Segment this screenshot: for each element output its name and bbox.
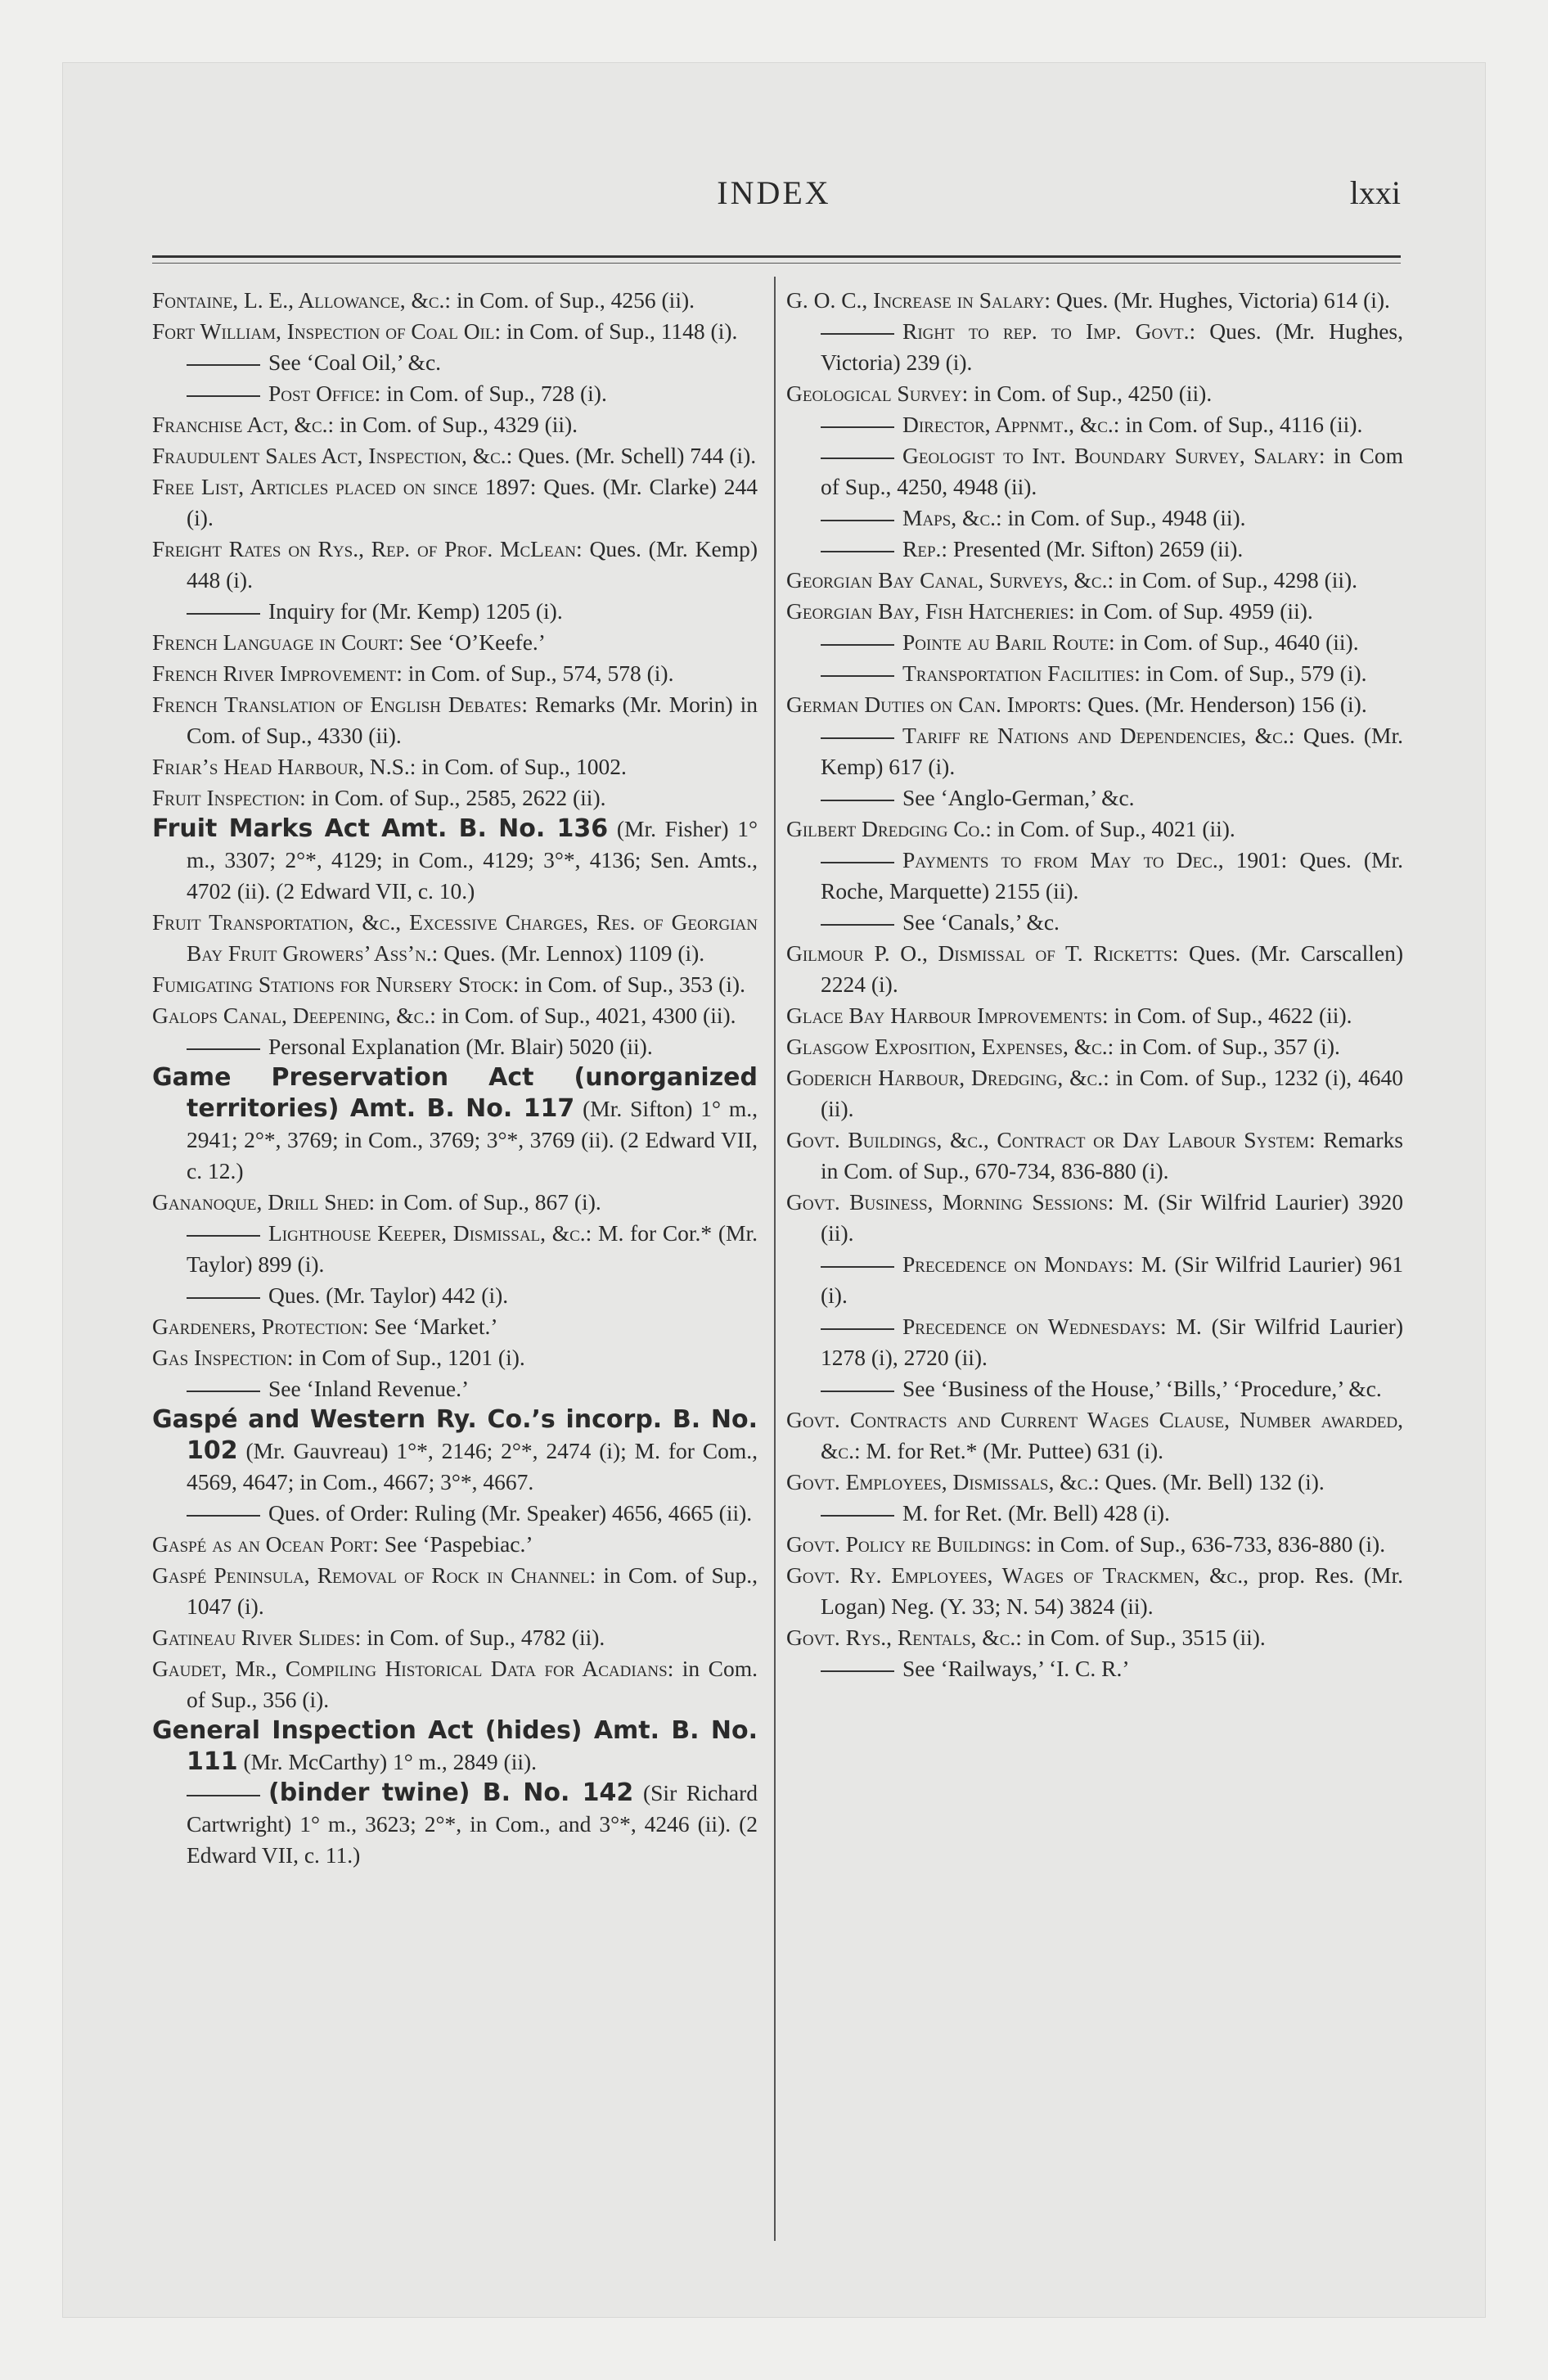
entry-heading: Govt. Contracts and Current Wages Clause, Number awarded, &c.:: [786, 1407, 1403, 1463]
entry-heading: Rep.:: [902, 536, 948, 561]
entry-heading: Geological Survey:: [786, 381, 969, 406]
entry-references: Ques. (Mr. Clarke) 244 (i).: [187, 474, 758, 530]
ditto-dash: [187, 395, 260, 397]
index-entry: [152, 1715, 758, 1778]
page-title: INDEX: [717, 174, 831, 211]
index-entry: [786, 1498, 1403, 1529]
index-entry: [786, 1653, 1403, 1684]
entry-references: in Com. of Sup., 4640 (ii).: [1114, 629, 1359, 655]
entry-references: See ‘Paspebiac.’: [378, 1531, 533, 1557]
index-entry: [152, 907, 758, 969]
entry-heading: Fruit Transportation, &c., Excessive Charges, Res. of Georgian Bay Fruit Growers’ Ass’n.:: [152, 909, 758, 966]
index-entry: [152, 689, 758, 751]
entry-references: prop. Res. (Mr. Logan) Neg. (Y. 33; N. 54) 3824 (ii).: [821, 1562, 1403, 1619]
ditto-dash: [821, 520, 894, 521]
index-entry: [786, 814, 1403, 845]
entry-references: in Com. of Sup., 867 (i).: [375, 1189, 601, 1215]
entry-heading: Geologist to Int. Boundary Survey, Salary:: [902, 443, 1325, 468]
entry-references: Personal Explanation (Mr. Blair) 5020 (ii).: [268, 1034, 653, 1059]
entry-references: See ‘Railways,’ ‘I. C. R.’: [902, 1656, 1130, 1681]
index-entry: [786, 596, 1403, 627]
entry-references: M. for Cor.* (Mr. Taylor) 899 (i).: [187, 1220, 758, 1277]
entry-references: (Mr. McCarthy) 1° m., 2849 (ii).: [237, 1749, 538, 1774]
index-entry: [786, 658, 1403, 689]
ditto-dash: [187, 1235, 260, 1237]
index-entry: [152, 285, 758, 316]
entry-references: M. (Sir Wilfrid Laurier) 1278 (i), 2720 (ii).: [821, 1314, 1403, 1370]
entry-heading: G. O. C., Increase in Salary:: [786, 287, 1051, 313]
entry-references: in Com of Sup., 4250, 4948 (ii).: [821, 443, 1404, 499]
entry-references: See ‘Coal Oil,’ &c.: [268, 349, 442, 375]
ditto-dash: [821, 333, 894, 335]
ditto-dash: [187, 613, 260, 615]
entry-references: in Com. of Sup., 353 (i).: [519, 971, 745, 997]
entry-heading: Govt. Employees, Dismissals, &c.:: [786, 1469, 1100, 1494]
entry-references: in Com. of Sup., 2585, 2622 (ii).: [305, 785, 606, 810]
index-entry: [152, 1498, 758, 1529]
index-entry: [152, 316, 758, 347]
index-entry: [786, 1031, 1403, 1062]
index-entry: [786, 378, 1403, 409]
entry-references: in Com. of Sup., 4021 (ii).: [991, 816, 1235, 841]
index-entry: [152, 814, 758, 907]
entry-heading: Gas Inspection:: [152, 1345, 294, 1370]
entry-references: Ques. (Mr. Hughes, Victoria) 239 (i).: [821, 318, 1403, 375]
entry-references: See ‘O’Keefe.’: [403, 629, 546, 655]
entry-references: Remarks in Com. of Sup., 670-734, 836-880 (i).: [821, 1127, 1403, 1183]
entry-heading: German Duties on Can. Imports:: [786, 692, 1082, 717]
entry-heading: General Inspection Act (hides) Amt. B. No. 111: [152, 1716, 758, 1776]
entry-references: in Com. of Sup., 4116 (ii).: [1119, 412, 1363, 437]
entry-references: See ‘Business of the House,’ ‘Bills,’ ‘Procedure,’ &c.: [902, 1376, 1382, 1401]
entry-heading: Gaspé as an Ocean Port:: [152, 1531, 379, 1557]
entry-references: in Com. of Sup., 636-733, 836-880 (i).: [1031, 1531, 1386, 1557]
entry-heading: French River Improvement:: [152, 660, 403, 686]
index-entry: [152, 1218, 758, 1280]
entry-references: in Com. of Sup., 1148 (i).: [501, 318, 738, 344]
entry-heading: Game Preservation Act (unorganized territories) Amt. B. No. 117: [152, 1063, 758, 1123]
entry-references: M. for Ret.* (Mr. Puttee) 631 (i).: [860, 1438, 1164, 1463]
index-entry: [786, 1373, 1403, 1404]
entry-heading: Gananoque, Drill Shed:: [152, 1189, 376, 1215]
entry-heading: Govt. Buildings, &c., Contract or Day Labour System:: [786, 1127, 1316, 1152]
entry-references: (Mr. Sifton) 1° m., 2941; 2°*, 3769; in Com., 3769; 3°*, 3769 (ii). (2 Edward VII, c. 12.): [187, 1096, 758, 1183]
right-column: [786, 285, 1403, 1684]
ditto-dash: [821, 862, 894, 863]
entry-heading: Govt. Rys., Rentals, &c.:: [786, 1625, 1022, 1650]
entry-heading: Freight Rates on Rys., Rep. of Prof. McLean:: [152, 536, 583, 561]
index-entry: [786, 503, 1403, 534]
entry-references: in Com. of Sup., 1047 (i).: [187, 1562, 758, 1619]
entry-heading: Free List, Articles placed on since 1897:: [152, 474, 537, 499]
entry-heading: Goderich Harbour, Dredging, &c.:: [786, 1065, 1109, 1090]
index-entry: [152, 1062, 758, 1187]
entry-heading: Director, Appnmt., &c.:: [902, 412, 1120, 437]
ditto-dash: [187, 364, 260, 366]
entry-references: in Com. of Sup., 4622 (ii).: [1108, 1003, 1352, 1028]
ditto-dash: [187, 1048, 260, 1050]
index-entry: [152, 1031, 758, 1062]
index-entry: [786, 1311, 1403, 1373]
entry-heading: Fraudulent Sales Act, Inspection, &c.:: [152, 443, 513, 468]
entry-references: Ques. (Mr. Carscallen) 2224 (i).: [821, 940, 1404, 997]
page-header: [62, 174, 1486, 223]
index-entry: [786, 1062, 1403, 1125]
index-entry: [152, 1342, 758, 1373]
entry-references: in Com. of Sup., 4948 (ii).: [1001, 505, 1246, 530]
entry-references: See ‘Inland Revenue.’: [268, 1376, 470, 1401]
index-entry: [152, 440, 758, 471]
entry-heading: Govt. Ry. Employees, Wages of Trackmen, &c.,: [786, 1562, 1249, 1588]
entry-heading: Fort William, Inspection of Coal Oil:: [152, 318, 502, 344]
index-entry: [786, 845, 1403, 907]
ditto-dash: [821, 551, 894, 552]
entry-references: M. (Sir Wilfrid Laurier) 961 (i).: [821, 1251, 1403, 1308]
entry-references: Presented (Mr. Sifton) 2659 (ii).: [947, 536, 1244, 561]
index-entry: [786, 782, 1403, 814]
index-entry: [786, 1529, 1403, 1560]
entry-heading: Fruit Marks Act Amt. B. No. 136: [152, 814, 609, 843]
entry-heading: Fumigating Stations for Nursery Stock:: [152, 971, 520, 997]
index-entry: [786, 285, 1403, 316]
ditto-dash: [821, 644, 894, 646]
index-entry: [152, 1187, 758, 1218]
entry-heading: Precedence on Mondays:: [902, 1251, 1134, 1277]
entry-references: in Com. of Sup., 1232 (i), 4640 (ii).: [821, 1065, 1404, 1121]
entry-heading: Pointe au Baril Route:: [902, 629, 1115, 655]
ditto-dash: [821, 924, 894, 926]
entry-heading: Gaudet, Mr., Compiling Historical Data for Acadians:: [152, 1656, 674, 1681]
entry-references: in Com. of Sup., 4782 (ii).: [361, 1625, 605, 1650]
entry-heading: Gaspé and Western Ry. Co.’s incorp. B. No. 102: [152, 1405, 758, 1465]
entry-references: Ques. of Order: Ruling (Mr. Speaker) 4656, 4665 (ii).: [268, 1500, 753, 1526]
entry-heading: French Language in Court:: [152, 629, 404, 655]
index-entry: [152, 534, 758, 596]
index-entry: [786, 534, 1403, 565]
index-entry: [152, 751, 758, 782]
index-entry: [786, 938, 1403, 1000]
index-entry: [152, 409, 758, 440]
entry-heading: Maps, &c.:: [902, 505, 1002, 530]
entry-references: See ‘Canals,’ &c.: [902, 909, 1060, 935]
index-entry: [152, 1653, 758, 1715]
entry-references: in Com. of Sup., 579 (i).: [1140, 660, 1367, 686]
entry-heading: Glace Bay Harbour Improvements:: [786, 1003, 1109, 1028]
ditto-dash: [821, 458, 894, 459]
entry-heading: Gaspé Peninsula, Removal of Rock in Channel:: [152, 1562, 596, 1588]
entry-references: (Sir Richard Cartwright) 1° m., 3623; 2°*, in Com., and 3°*, 4246 (ii). (2 Edward VII, c. 11.): [187, 1780, 758, 1868]
entry-heading: French Translation of English Debates:: [152, 692, 528, 717]
index-entry: [152, 1560, 758, 1622]
index-entry: [152, 1404, 758, 1498]
index-entry: [152, 1311, 758, 1342]
entry-references: Ques. (Mr. Roche, Marquette) 2155 (ii).: [821, 847, 1403, 904]
ditto-dash: [187, 1795, 260, 1796]
index-entry: [152, 1622, 758, 1653]
index-entry: [786, 1249, 1403, 1311]
entry-heading: Fontaine, L. E., Allowance, &c.:: [152, 287, 452, 313]
index-entry: [152, 658, 758, 689]
entry-references: in Com. of Sup., 4298 (ii).: [1114, 567, 1358, 593]
index-entry: [786, 720, 1403, 782]
index-entry: [786, 440, 1403, 503]
index-entry: [786, 689, 1403, 720]
index-entry: [152, 378, 758, 409]
entry-heading: Post Office:: [268, 381, 381, 406]
entry-references: Ques. (Mr. Kemp) 448 (i).: [187, 536, 758, 593]
index-entry: [786, 1125, 1403, 1187]
index-entry: [786, 565, 1403, 596]
index-entry: [786, 1187, 1403, 1249]
index-entry: [786, 1467, 1403, 1498]
entry-references: Remarks (Mr. Morin) in Com. of Sup., 4330 (ii).: [187, 692, 758, 748]
ditto-dash: [821, 1328, 894, 1330]
entry-references: (Mr. Gauvreau) 1°*, 2146; 2°*, 2474 (i); M. for Com., 4569, 4647; in Com., 4667; 3°*, 4667.: [187, 1438, 758, 1494]
entry-references: in Com. of Sup., 4021, 4300 (ii).: [435, 1003, 736, 1028]
index-entry: [786, 907, 1403, 938]
entry-references: Ques. (Mr. Lennox) 1109 (i).: [438, 940, 705, 966]
ditto-dash: [187, 1391, 260, 1392]
entry-heading: Govt. Business, Morning Sessions:: [786, 1189, 1114, 1215]
ditto-dash: [187, 1297, 260, 1299]
index-entry: [152, 347, 758, 378]
entry-references: Ques. (Mr. Hughes, Victoria) 614 (i).: [1051, 287, 1390, 313]
entry-references: M. (Sir Wilfrid Laurier) 3920 (ii).: [821, 1189, 1403, 1246]
entry-references: in Com. of Sup., 4256 (ii).: [451, 287, 695, 313]
ditto-dash: [821, 1515, 894, 1517]
entry-references: See ‘Anglo-German,’ &c.: [902, 785, 1135, 810]
index-entry: [152, 627, 758, 658]
index-entry: [152, 1373, 758, 1404]
index-entry: [786, 1404, 1403, 1467]
entry-references: in Com. of Sup., 1002.: [416, 754, 627, 779]
index-page: [62, 62, 1486, 2318]
entry-heading: Friar’s Head Harbour, N.S.:: [152, 754, 416, 779]
ditto-dash: [821, 737, 894, 739]
ditto-dash: [821, 800, 894, 801]
index-entry: [152, 1529, 758, 1560]
entry-heading: Tariff re Nations and Dependencies, &c.:: [902, 723, 1295, 748]
entry-heading: Gilmour P. O., Dismissal of T. Ricketts:: [786, 940, 1179, 966]
page-number: lxxi: [1349, 174, 1401, 211]
index-entry: [152, 1778, 758, 1871]
index-entry: [786, 1000, 1403, 1031]
entry-references: in Com. of Sup. 4959 (ii).: [1074, 598, 1313, 624]
index-entry: [786, 409, 1403, 440]
entry-references: in Com. of Sup., 4329 (ii).: [334, 412, 578, 437]
ditto-dash: [821, 675, 894, 677]
entry-references: (Mr. Fisher) 1° m., 3307; 2°*, 4129; in Com., 4129; 3°*, 4136; Sen. Amts., 4702 (ii). (2 Edward VII, c. 10.): [187, 816, 758, 904]
entry-heading: Gardeners, Protection:: [152, 1314, 369, 1339]
entry-references: in Com. of Sup., 356 (i).: [187, 1656, 758, 1712]
entry-references: in Com. of Sup., 728 (i).: [380, 381, 607, 406]
index-entry: [786, 316, 1403, 378]
entry-heading: Georgian Bay Canal, Surveys, &c.:: [786, 567, 1114, 593]
entry-references: Inquiry for (Mr. Kemp) 1205 (i).: [268, 598, 563, 624]
entry-heading: Right to rep. to Imp. Govt.:: [902, 318, 1196, 344]
index-entry: [786, 1622, 1403, 1653]
entry-heading: Georgian Bay, Fish Hatcheries:: [786, 598, 1075, 624]
entry-references: in Com. of Sup., 4250 (ii).: [968, 381, 1213, 406]
entry-heading: Glasgow Exposition, Expenses, &c.:: [786, 1034, 1114, 1059]
entry-heading: Gatineau River Slides:: [152, 1625, 362, 1650]
ditto-dash: [821, 1391, 894, 1392]
entry-heading: Payments to from May to Dec., 1901:: [902, 847, 1288, 872]
index-entry: [152, 1000, 758, 1031]
entry-heading: Fruit Inspection:: [152, 785, 306, 810]
entry-references: Ques. (Mr. Henderson) 156 (i).: [1082, 692, 1367, 717]
entry-references: Ques. (Mr. Kemp) 617 (i).: [821, 723, 1403, 779]
entry-references: Ques. (Mr. Bell) 132 (i).: [1099, 1469, 1325, 1494]
entry-heading: Galops Canal, Deepening, &c.:: [152, 1003, 436, 1028]
entry-heading: Gilbert Dredging Co.:: [786, 816, 992, 841]
column-divider: [774, 277, 776, 2241]
entry-heading: Govt. Policy re Buildings:: [786, 1531, 1032, 1557]
entry-references: in Com. of Sup., 574, 578 (i).: [402, 660, 674, 686]
index-entry: [152, 596, 758, 627]
index-entry: [152, 1280, 758, 1311]
entry-heading: Franchise Act, &c.:: [152, 412, 335, 437]
ditto-dash: [187, 1515, 260, 1517]
entry-references: in Com. of Sup., 3515 (ii).: [1021, 1625, 1266, 1650]
entry-heading: Lighthouse Keeper, Dismissal, &c.:: [268, 1220, 592, 1246]
entry-references: in Com. of Sup., 357 (i).: [1114, 1034, 1340, 1059]
left-column: [152, 285, 758, 1871]
index-entry: [786, 627, 1403, 658]
index-entry: [152, 782, 758, 814]
index-entry: [786, 1560, 1403, 1622]
ditto-dash: [821, 1266, 894, 1268]
header-rule-thin: [152, 263, 1401, 264]
index-entry: [152, 969, 758, 1000]
entry-heading: (binder twine) B. No. 142: [268, 1778, 634, 1807]
entry-references: in Com of Sup., 1201 (i).: [293, 1345, 525, 1370]
entry-heading: Transportation Facilities:: [902, 660, 1141, 686]
entry-references: Ques. (Mr. Taylor) 442 (i).: [268, 1282, 509, 1308]
ditto-dash: [821, 426, 894, 428]
index-entry: [152, 471, 758, 534]
entry-references: Ques. (Mr. Schell) 744 (i).: [512, 443, 757, 468]
header-rule: [152, 255, 1401, 258]
entry-references: M. for Ret. (Mr. Bell) 428 (i).: [902, 1500, 1170, 1526]
entry-references: See ‘Market.’: [368, 1314, 498, 1339]
entry-heading: Precedence on Wednesdays:: [902, 1314, 1167, 1339]
ditto-dash: [821, 1670, 894, 1672]
